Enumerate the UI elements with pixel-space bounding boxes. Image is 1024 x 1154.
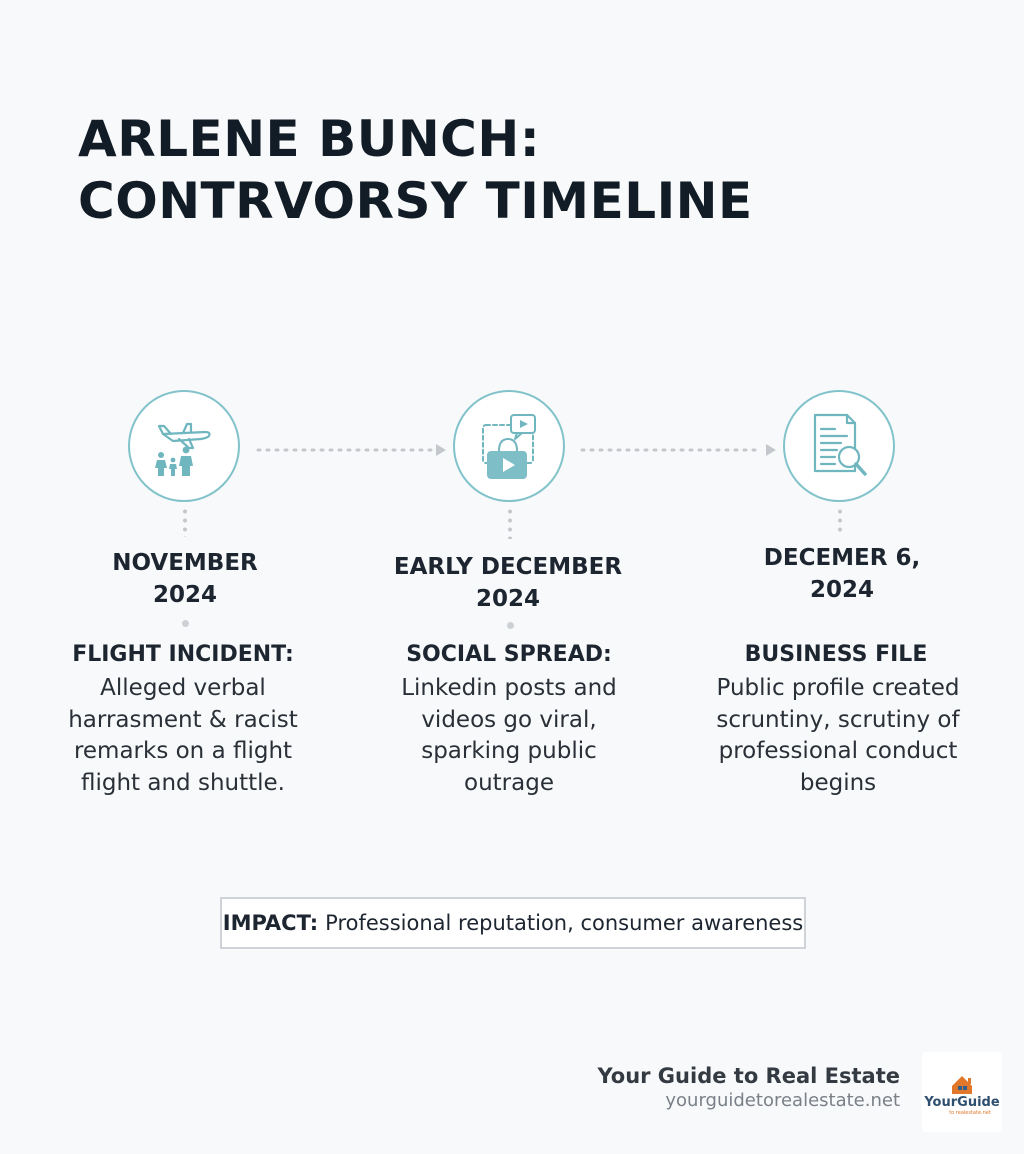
connector-arrow-1	[256, 443, 448, 457]
event-date-1: NOVEMBER 2024	[112, 550, 258, 608]
social-video-icon	[477, 411, 541, 481]
airplane-family-icon	[149, 414, 219, 478]
logo-subtext: to realestate.net	[949, 1110, 991, 1116]
impact-text: Professional reputation, consumer awareness	[325, 911, 804, 935]
connector-vertical-2	[508, 507, 512, 539]
timeline-circle-2	[453, 390, 565, 502]
impact-box	[220, 897, 806, 949]
event-description-2: Linkedin posts and videos go viral, sparking public outrage	[401, 675, 617, 796]
page-title	[78, 108, 753, 232]
timeline-circle-3	[783, 390, 895, 502]
brand-name: Your Guide to Real Estate	[597, 1064, 900, 1088]
house-logo-icon	[922, 1052, 1002, 1132]
event-heading-3: BUSINESS FILE	[744, 642, 928, 667]
connector-vertical-3	[838, 507, 842, 535]
separator-dot-1	[182, 620, 189, 627]
brand-url: yourguidetorealestate.net	[665, 1090, 900, 1111]
event-description-1: Alleged verbal harrasment & racist remarks on a flight flight and shuttle.	[68, 675, 298, 796]
event-description-3: Public profile created scruntiny, scrutiny of professional conduct begins	[716, 675, 960, 796]
event-heading-2: SOCIAL SPREAD:	[406, 642, 612, 667]
event-date-2: EARLY DECEMBER 2024	[393, 554, 623, 612]
connector-vertical-1	[183, 507, 187, 537]
title-line-1: ARLENE BUNCH:	[78, 110, 541, 168]
event-date-3: DECEMER 6, 2024	[763, 545, 921, 603]
document-search-icon	[807, 411, 871, 481]
logo-wordmark: YourGuide	[924, 1095, 1000, 1110]
separator-dot-2	[507, 622, 514, 629]
connector-arrow-2	[580, 443, 778, 457]
event-heading-1: FLIGHT INCIDENT:	[72, 642, 294, 667]
impact-label: IMPACT:	[222, 911, 319, 935]
timeline-circle-1	[128, 390, 240, 502]
brand-logo	[922, 1052, 1002, 1132]
title-line-2: CONTRVORSY TIMELINE	[78, 172, 753, 230]
